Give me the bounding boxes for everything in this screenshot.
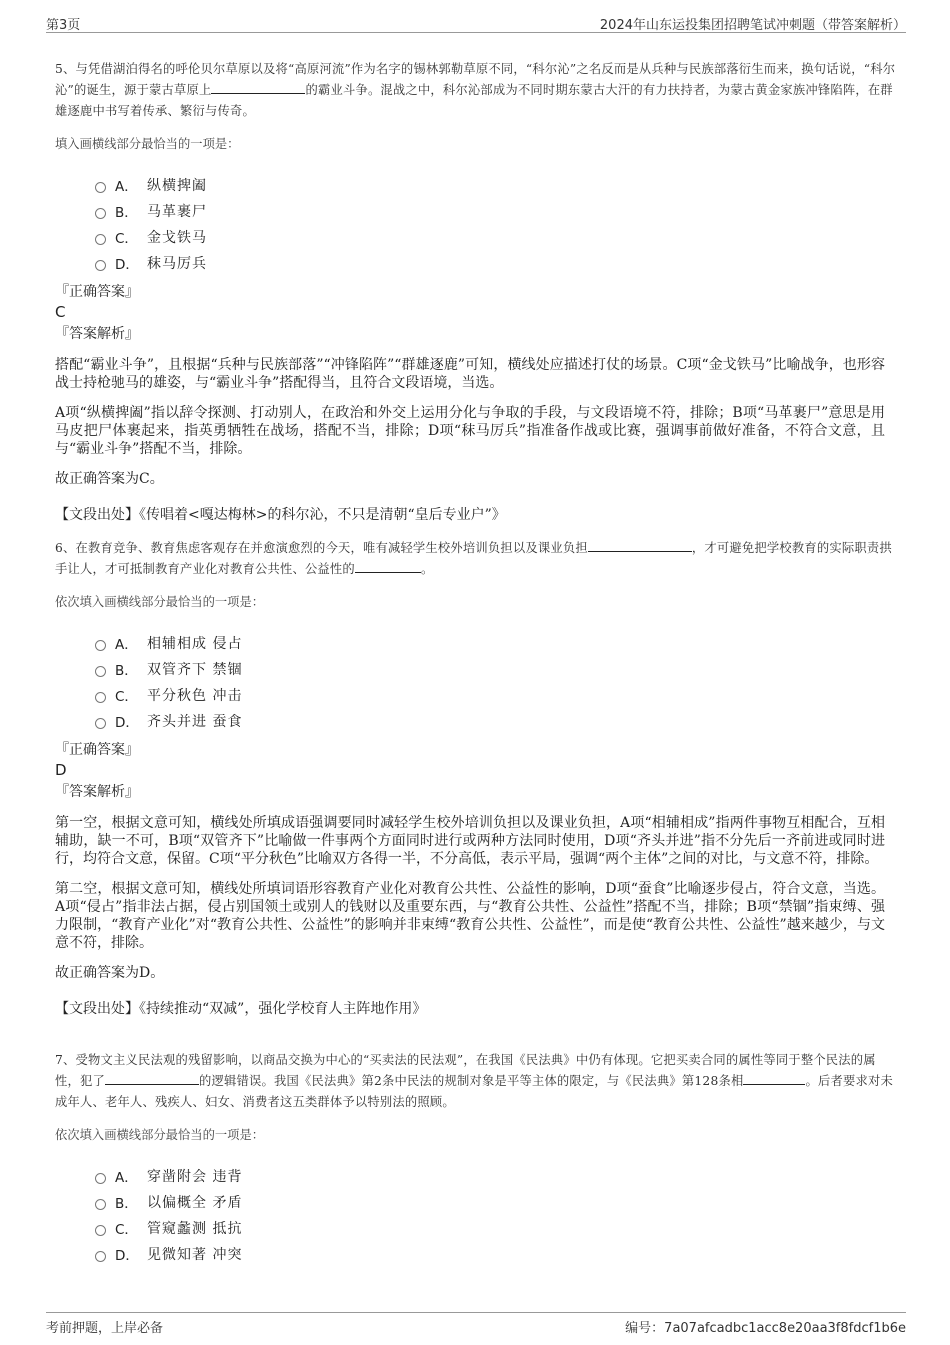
question-instruction: 填入画横线部分最恰当的一项是： (55, 137, 240, 151)
analysis-conclusion: 故正确答案为C。 (55, 471, 164, 487)
fill-blank (743, 1072, 805, 1085)
document-title: 2024年山东运投集团招聘笔试冲刺题（带答案解析） (599, 18, 906, 33)
option-d[interactable]: D． 齐头并进 蚕食 (95, 708, 897, 734)
radio-icon[interactable] (95, 182, 106, 193)
option-list (95, 172, 897, 276)
question-stem: 6、在教育竞争、教育焦虑客观存在并愈演愈烈的今天，唯有减轻学生校外培训负担以及课业负担 ，才可避免把学校教育的实际职责拱手让人，才可抵制教育产业化对教育公共性、公益性的 。 (55, 541, 892, 576)
option-c[interactable]: C． 金戈铁马 (95, 224, 897, 250)
option-b[interactable]: B． 马革裹尸 (95, 198, 897, 224)
radio-icon[interactable] (95, 208, 106, 219)
analysis-conclusion: 故正确答案为D。 (55, 965, 165, 981)
page-footer (46, 1312, 906, 1336)
analysis-paragraph: 搭配“霸业斗争”，且根据“兵种与民族部落”“冲锋陷阵”“群雄逐鹿”可知，横线处应描述打仗的场景。C项“金戈铁马”比喻战争，也形容战士持枪驰马的雄姿，与“霸业斗争”搭配得当，且符合文段语境，当选。 (55, 357, 885, 391)
question-6 (55, 538, 897, 1018)
question-stem: 7、受物文主义民法观的残留影响，以商品交换为中心的“买卖法的民法观”，在我国《民法典》中仍有体现。它把买卖合同的属性等同于整个民法的属性，犯了 的逻辑错误。我国《民法典》第2条中民法的规制对象是平等主体的限定，与《民法典》第128条相 。后者要求对未成年人、老年人、残疾人、妇女、消费者这五类群体予以特别法的照顾。 (55, 1053, 893, 1109)
radio-icon[interactable] (95, 640, 106, 651)
question-7 (55, 1050, 897, 1267)
radio-icon[interactable] (95, 1173, 106, 1184)
fill-blank (211, 81, 305, 94)
radio-icon[interactable] (95, 1199, 106, 1210)
radio-icon[interactable] (95, 666, 106, 677)
option-d[interactable]: D． 秣马厉兵 (95, 250, 897, 276)
option-list (95, 630, 897, 734)
page-number: 第3页 (46, 18, 81, 33)
analysis-label: 『答案解析』 (55, 326, 139, 342)
fill-blank (105, 1072, 199, 1085)
analysis-paragraph: 第二空，根据文意可知，横线处所填词语形容教育产业化对教育公共性、公益性的影响，D项“蚕食”比喻逐步侵占，符合文意，当选。A项“侵占”指非法占据，侵占别国领土或别人的钱财以及重要东西，与“教育公共性、公益性”搭配不当，排除；B项“禁锢”指束缚、强力限制，“教育产业化”对“教育公共性、公益性”的影响并非束缚“教育公共性、公益性”，而是使“教育公共性、公益性”越来越少，与文意不符，排除。 (55, 881, 885, 951)
document-id: 编号：7a07afcadbc1acc8e20aa3f8fdcf1b6e (625, 1321, 906, 1336)
option-b[interactable]: B． 以偏概全 矛盾 (95, 1189, 897, 1215)
page-header (46, 14, 906, 33)
option-list (95, 1163, 897, 1267)
analysis-label: 『答案解析』 (55, 784, 139, 800)
fill-blank (355, 560, 421, 573)
question-instruction: 依次填入画横线部分最恰当的一项是： (55, 595, 265, 609)
fill-blank (588, 539, 692, 552)
option-a[interactable]: A． 穿凿附会 违背 (95, 1163, 897, 1189)
question-5 (55, 59, 897, 524)
analysis-paragraph: A项“纵横捭阖”指以辞令探测、打动别人，在政治和外交上运用分化与争取的手段，与文段语境不符，排除；B项“马革裹尸”意思是用马皮把尸体裹起来，指英勇牺牲在战场，搭配不当，排除；D项“秣马厉兵”指准备作战或比赛，强调事前做好准备，不符合文意，且与“霸业斗争”搭配不当，排除。 (55, 405, 885, 457)
correct-answer: D (55, 761, 67, 779)
correct-answer-label: 『正确答案』 (55, 742, 139, 758)
correct-answer-label: 『正确答案』 (55, 284, 139, 300)
option-b[interactable]: B． 双管齐下 禁锢 (95, 656, 897, 682)
passage-source: 【文段出处】《传唱着<嘎达梅林>的科尔沁，不只是清朝“皇后专业户”》 (55, 507, 506, 523)
radio-icon[interactable] (95, 718, 106, 729)
analysis-paragraph: 第一空，根据文意可知，横线处所填成语强调要同时减轻学生校外培训负担以及课业负担，A项“相辅相成”指两件事物互相配合，互相辅助，缺一不可，B项“双管齐下”比喻做一件事两个方面同时进行或两种方法同时使用，D项“齐头并进”指不分先后一齐前进或同时进行，均符合文意，保留。C项“平分秋色”比喻双方各得一半，不分高低，表示平局，强调“两个主体”之间的对比，与文意不符，排除。 (55, 815, 885, 867)
radio-icon[interactable] (95, 1225, 106, 1236)
passage-source: 【文段出处】《持续推动“双减”，强化学校育人主阵地作用》 (55, 1001, 427, 1017)
correct-answer: C (55, 303, 66, 321)
footer-slogan: 考前押题，上岸必备 (46, 1321, 164, 1336)
option-d[interactable]: D． 见微知著 冲突 (95, 1241, 897, 1267)
option-c[interactable]: C． 平分秋色 冲击 (95, 682, 897, 708)
radio-icon[interactable] (95, 692, 106, 703)
option-a[interactable]: A． 纵横捭阖 (95, 172, 897, 198)
radio-icon[interactable] (95, 260, 106, 271)
option-c[interactable]: C． 管窥蠡测 抵抗 (95, 1215, 897, 1241)
radio-icon[interactable] (95, 234, 106, 245)
option-a[interactable]: A． 相辅相成 侵占 (95, 630, 897, 656)
question-instruction: 依次填入画横线部分最恰当的一项是： (55, 1128, 265, 1142)
question-stem: 5、与凭借湖泊得名的呼伦贝尔草原以及将“高原河流”作为名字的锡林郭勒草原不同，“科尔沁”之名反而是从兵种与民族部落衍生而来，换句话说，“科尔沁”的诞生，源于蒙古草原上 的霸业斗争。混战之中，科尔沁部成为不同时期东蒙古大汗的有力扶持者，为蒙古黄金家族冲锋陷阵，在群雄逐鹿中书写着传承、繁衍与传奇。 (55, 62, 896, 118)
radio-icon[interactable] (95, 1251, 106, 1262)
